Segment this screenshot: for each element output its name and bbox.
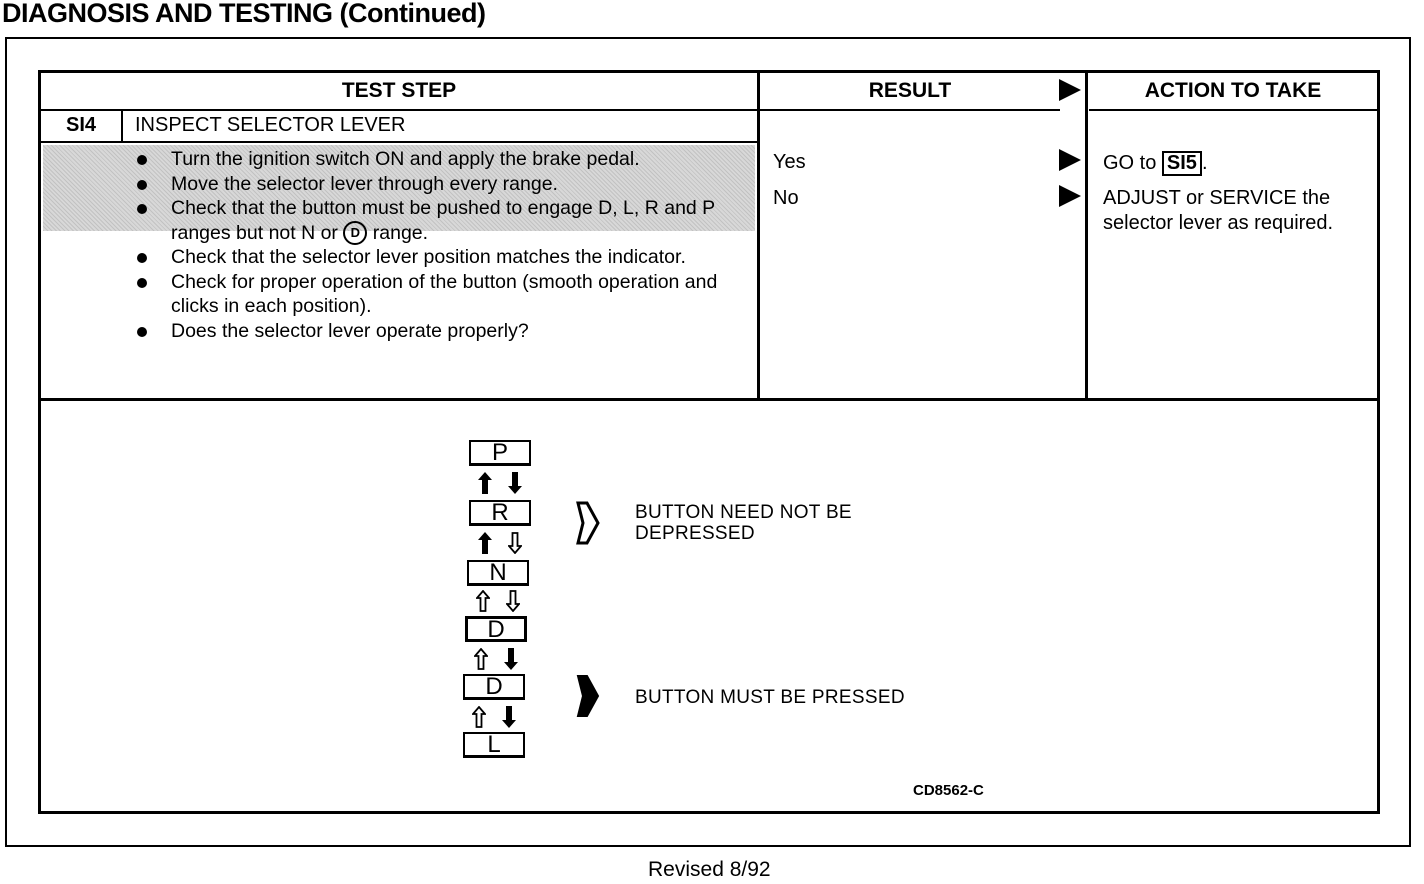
- arrow-up-filled-icon: [478, 472, 492, 494]
- list-item: Check for proper operation of the button (smooth operation and clicks in each position).: [129, 270, 729, 319]
- divider: [757, 73, 760, 400]
- gear-box-p: P: [469, 440, 531, 466]
- figure-code: CD8562-C: [913, 782, 984, 799]
- gear-box-r: R: [469, 500, 531, 526]
- gear-box-d-circled: D: [465, 616, 527, 642]
- divider: [121, 109, 123, 141]
- step-ref-si5: SI5: [1162, 151, 1202, 176]
- divider: [41, 398, 1377, 401]
- arrow-right-icon: [1059, 149, 1081, 171]
- result-no: No: [773, 187, 799, 209]
- filled-arrow-legend-icon: [575, 673, 601, 719]
- divider: [41, 141, 757, 143]
- list-item: Move the selector lever through every range.: [129, 172, 729, 197]
- step-id: SI4: [65, 113, 97, 136]
- arrow-down-open-icon: [508, 532, 522, 554]
- bullet-text: Check that the button must be pushed to engage D, L, R and P ranges but not N or: [171, 197, 715, 244]
- action-no: ADJUST or SERVICE the selector lever as required.: [1103, 187, 1334, 234]
- arrow-up-open-icon: [472, 706, 486, 728]
- list-item: Does the selector lever operate properly?: [129, 319, 729, 344]
- arrow-up-open-icon: [474, 648, 488, 670]
- arrow-right-icon: [1059, 185, 1081, 207]
- action-prefix: GO to: [1103, 152, 1162, 174]
- list-item: Check that the selector lever position matches the indicator.: [129, 245, 729, 270]
- legend-filled-text: BUTTON MUST BE PRESSED: [635, 687, 905, 708]
- header-result: RESULT: [760, 73, 1060, 111]
- gear-box-n: N: [467, 560, 529, 586]
- bullet-suffix: range.: [367, 221, 429, 244]
- arrow-down-filled-icon: [508, 472, 522, 494]
- arrow-down-filled-icon: [502, 706, 516, 728]
- legend-open-text: BUTTON NEED NOT BE DEPRESSED: [635, 502, 852, 544]
- result-yes: Yes: [773, 151, 806, 173]
- divider: [1085, 73, 1088, 400]
- gear-box-d: D: [463, 674, 525, 700]
- list-item: [129, 196, 729, 245]
- list-item: Turn the ignition switch ON and apply the brake pedal.: [129, 147, 729, 172]
- circled-d-symbol: D: [343, 221, 367, 245]
- arrow-up-open-icon: [476, 590, 490, 612]
- open-arrow-legend-icon: [575, 500, 601, 546]
- footer-revision: Revised 8/92: [648, 858, 771, 881]
- test-step-table: [38, 70, 1380, 814]
- arrow-up-filled-icon: [478, 532, 492, 554]
- arrow-down-filled-icon: [504, 648, 518, 670]
- page-title: DIAGNOSIS AND TESTING (Continued): [2, 0, 486, 28]
- header-test-step: TEST STEP: [41, 73, 757, 111]
- header-arrow-icon: [1059, 79, 1081, 101]
- header-action: ACTION TO TAKE: [1089, 73, 1377, 111]
- action-yes: [1103, 151, 1373, 176]
- action-suffix: .: [1201, 152, 1208, 174]
- gear-box-l: L: [463, 732, 525, 758]
- step-title: INSPECT SELECTOR LEVER: [135, 113, 406, 136]
- arrow-down-open-icon: [506, 590, 520, 612]
- step-bullets: [129, 147, 729, 343]
